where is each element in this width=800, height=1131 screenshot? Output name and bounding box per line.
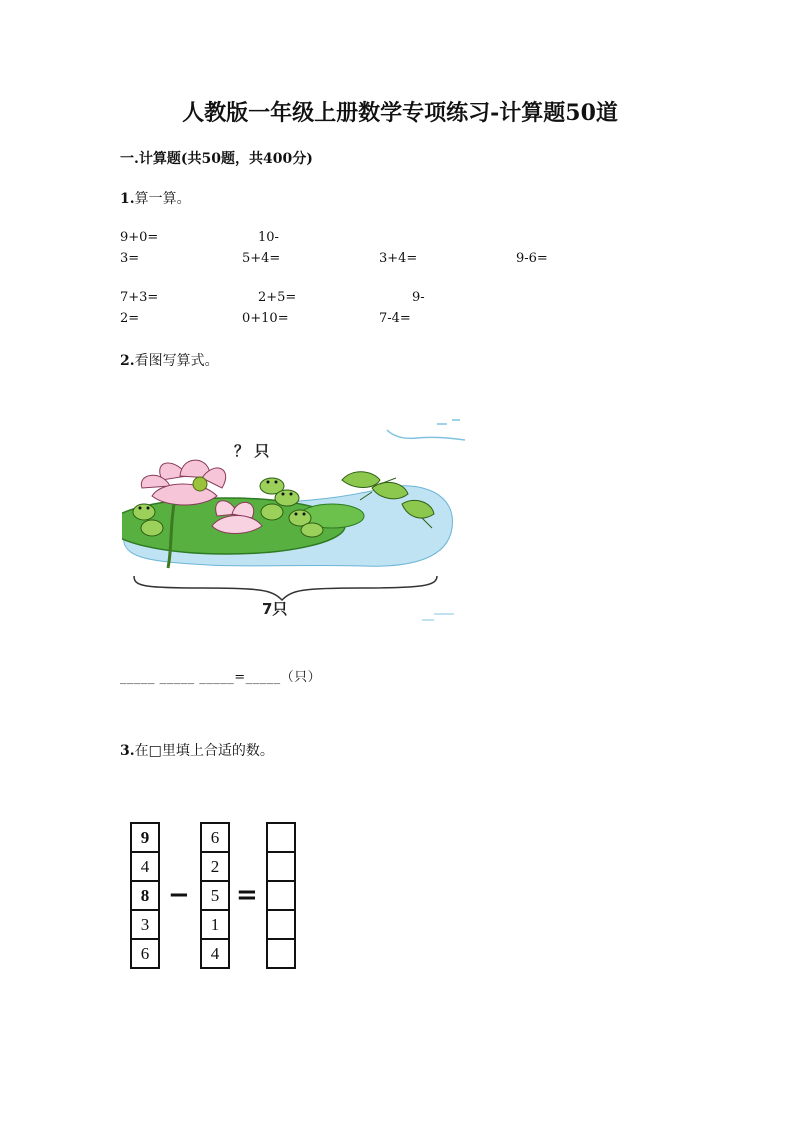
left-cell: 4 (132, 851, 158, 880)
question-1-number: 1. (120, 191, 135, 207)
expr-0-plus-10: 0+10= (242, 311, 289, 326)
question-3-text: 在□里填上合适的数。 (134, 743, 274, 759)
expr-7-minus-4: 7-4= (379, 311, 411, 326)
middle-cell: 2 (202, 851, 228, 880)
answer-box[interactable] (268, 880, 294, 909)
expr-7-plus-3: 7+3= (120, 290, 159, 305)
frogs-on-lily-pad-illustration (122, 418, 467, 628)
number-column-middle (200, 822, 230, 969)
section-heading: 一.计算题(共50题，共400分) (120, 151, 313, 167)
answer-box[interactable] (268, 909, 294, 938)
answer-box[interactable] (268, 824, 294, 851)
question-2-heading (120, 350, 219, 370)
expr-3-plus-4: 3+4= (379, 251, 418, 266)
expr-9-minus-6: 9-6= (516, 251, 548, 266)
answer-box[interactable] (268, 938, 294, 967)
middle-cell: 6 (210, 828, 220, 847)
expr-9-minus: 9- (412, 290, 425, 305)
left-cell: 8 (132, 880, 158, 909)
page-title: 人教版一年级上册数学专项练习-计算题50道 (182, 100, 618, 126)
question-1-text: 算一算。 (134, 191, 191, 207)
middle-cell: 4 (202, 938, 228, 967)
left-cell: 3 (132, 909, 158, 938)
expr-2-plus-5: 2+5= (258, 290, 297, 305)
expr-5-plus-4: 5+4= (242, 251, 281, 266)
expr-9-plus-0: 9+0= (120, 230, 159, 245)
equals-sign: = (236, 880, 258, 910)
expr-10-minus: 10- (258, 230, 279, 245)
number-column-left (130, 822, 160, 969)
answer-blanks: _____ _____ _____=_____（只） (120, 670, 322, 685)
left-cell: 6 (132, 938, 158, 967)
expr-3-equals: 3= (120, 251, 140, 266)
middle-cell: 1 (202, 909, 228, 938)
answer-box[interactable] (268, 851, 294, 880)
question-2-text: 看图写算式。 (134, 353, 219, 369)
picture-top-label: ？ 只 (234, 442, 270, 460)
question-3-number: 3. (120, 743, 135, 759)
expr-2-equals: 2= (120, 311, 140, 326)
question-1-heading (120, 188, 191, 208)
minus-sign: − (168, 880, 190, 910)
question-2-number: 2. (120, 353, 135, 369)
middle-cell: 5 (202, 880, 228, 909)
question-3-heading (120, 740, 274, 760)
left-cell: 9 (140, 828, 150, 847)
picture-bottom-label: 7只 (262, 600, 288, 618)
answer-column (266, 822, 296, 969)
